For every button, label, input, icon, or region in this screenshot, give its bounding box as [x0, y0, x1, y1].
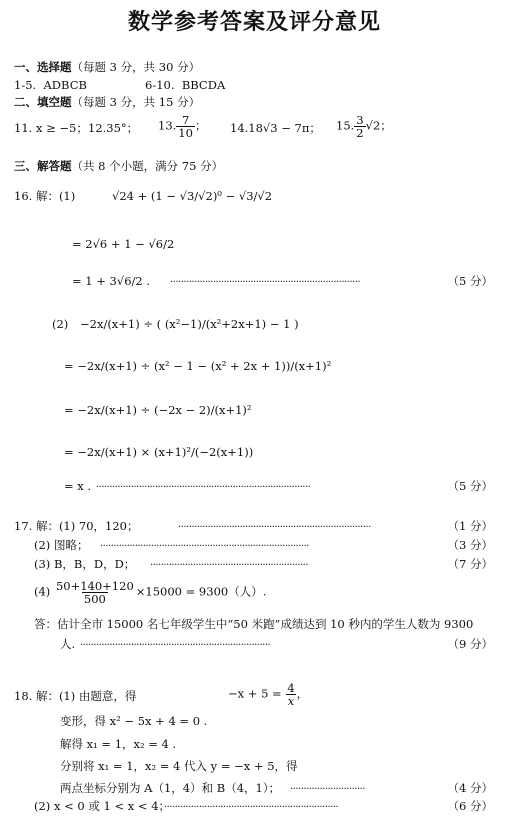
q16-line6: = −2x/(x+1) ÷ (−2x − 2)/(x+1)² [64, 403, 252, 417]
q18-line2: 变形，得 x² − 5x + 4 = 0 . [60, 714, 208, 728]
score-label: （3 分） [447, 538, 493, 552]
numerator: 7 [181, 113, 190, 127]
equation-end: ， [296, 686, 309, 701]
answer-15-suffix: √2； [365, 118, 392, 133]
answer-14: 14.18√3 − 7π； [230, 121, 321, 135]
q17-answer-line2: 人. [60, 637, 76, 651]
q18-line4: 分别将 x₁ = 1，x₂ = 4 代入 y = −x + 5，得 [60, 759, 298, 773]
section-fill-heading [14, 96, 200, 109]
fraction [54, 580, 136, 605]
page-title: 数学参考答案及评分意见 [128, 10, 382, 35]
section-solve-heading [14, 160, 223, 173]
score-label: （5 分） [447, 479, 493, 493]
q18-label: 18. 解：(1) 由题意，得 [14, 689, 137, 703]
section-choice-heading [14, 61, 200, 74]
section-note: （共 8 个小题，满分 75 分） [71, 159, 224, 173]
q17-part1: 17. 解：(1) 70，120； [14, 519, 139, 533]
section-note: （每题 3 分，共 30 分） [71, 60, 201, 74]
q17-part2: (2) 图略； [34, 538, 89, 552]
numerator: 4 [287, 681, 295, 695]
answer-15 [336, 114, 392, 139]
q16-line4: −2x/(x+1) ÷ ( (x²−1)/(x²+2x+1) − 1 ) [80, 317, 299, 331]
section-title: 二、填空题 [14, 95, 72, 109]
q17-answer-line1: 答：估计全市 15000 名七年级学生中“50 米跑”成绩达到 10 秒内的学生人数为 9300 [34, 617, 474, 631]
q18-part2: (2) x < 0 或 1 < x < 4； [34, 799, 171, 813]
score-label: （6 分） [447, 799, 493, 813]
equation-left: −x + 5 = [228, 686, 282, 701]
score-label: （9 分） [447, 637, 493, 651]
leader-dots: ······································································· [170, 277, 361, 288]
q16-line1: √24 + (1 − √3/√2)⁰ − √3/√2 [112, 189, 273, 203]
leader-dots: ···························· [290, 784, 366, 795]
numerator: 3 [356, 113, 364, 127]
fill-answers-row [14, 122, 88, 135]
q16-line8: = x . [64, 479, 92, 493]
leader-dots: ······································································· [80, 640, 271, 651]
q16-line7: = −2x/(x+1) × (x+1)²/(−2(x+1)) [64, 445, 254, 459]
leader-dots: ················································································ [96, 482, 311, 493]
score-label: （4 分） [447, 781, 493, 795]
q16-label: 16. 解：(1) [14, 189, 76, 203]
choice-answers-6-10 [145, 79, 225, 92]
q16-line3: = 1 + 3√6/2 . [72, 274, 151, 288]
row-value: ADBCB [43, 78, 87, 92]
q16-line5: = −2x/(x+1) ÷ (x² − 1 − (x² + 2x + 1))/(x+1)² [64, 359, 332, 373]
row-label: 1-5. [14, 78, 37, 92]
answer-11: 11. x ≥ −5； [14, 121, 88, 135]
denominator: x [287, 694, 295, 709]
score-label: （5 分） [447, 274, 493, 288]
section-title: 三、解答题 [14, 159, 72, 173]
answer-15-prefix: 15. [336, 118, 355, 133]
denominator: 2 [356, 126, 364, 141]
q16-line2: = 2√6 + 1 − √6/2 [72, 237, 175, 251]
q16-part2-label: (2) [52, 317, 69, 331]
score-label: （7 分） [447, 557, 493, 571]
answer-12: 12.35°； [88, 121, 139, 135]
q18-equation [228, 682, 308, 707]
leader-dots: ·············································································· [100, 541, 309, 552]
score-label: （1 分） [447, 519, 493, 533]
fraction [285, 682, 296, 707]
leader-dots: ··························································· [150, 560, 309, 571]
answer-13-prefix: 13. [158, 118, 177, 133]
fraction [354, 114, 365, 139]
row-label: 6-10. [145, 78, 175, 92]
fraction [176, 114, 195, 139]
part-rest: ×15000 = 9300（人）. [135, 584, 267, 599]
leader-dots: ································································· [164, 802, 339, 813]
denominator: 10 [178, 126, 193, 141]
numerator: 50+140+120 [55, 579, 134, 593]
q17-part4 [34, 580, 266, 605]
section-note: （每题 3 分，共 15 分） [71, 95, 201, 109]
answer-13 [158, 114, 206, 139]
part-label: (4) [34, 584, 51, 599]
q18-line5: 两点坐标分别为 A（1，4）和 B（4，1）； [60, 781, 281, 795]
q17-part3: (3) B，B，D，D； [34, 557, 136, 571]
denominator: 500 [83, 592, 106, 607]
q18-line3: 解得 x₁ = 1，x₂ = 4 . [60, 737, 177, 751]
answer-13-suffix: ； [194, 118, 207, 133]
leader-dots: ········································································ [178, 522, 371, 533]
section-title: 一、选择题 [14, 60, 72, 74]
row-value: BBCDA [181, 78, 226, 92]
choice-answers-1-5 [14, 79, 87, 92]
